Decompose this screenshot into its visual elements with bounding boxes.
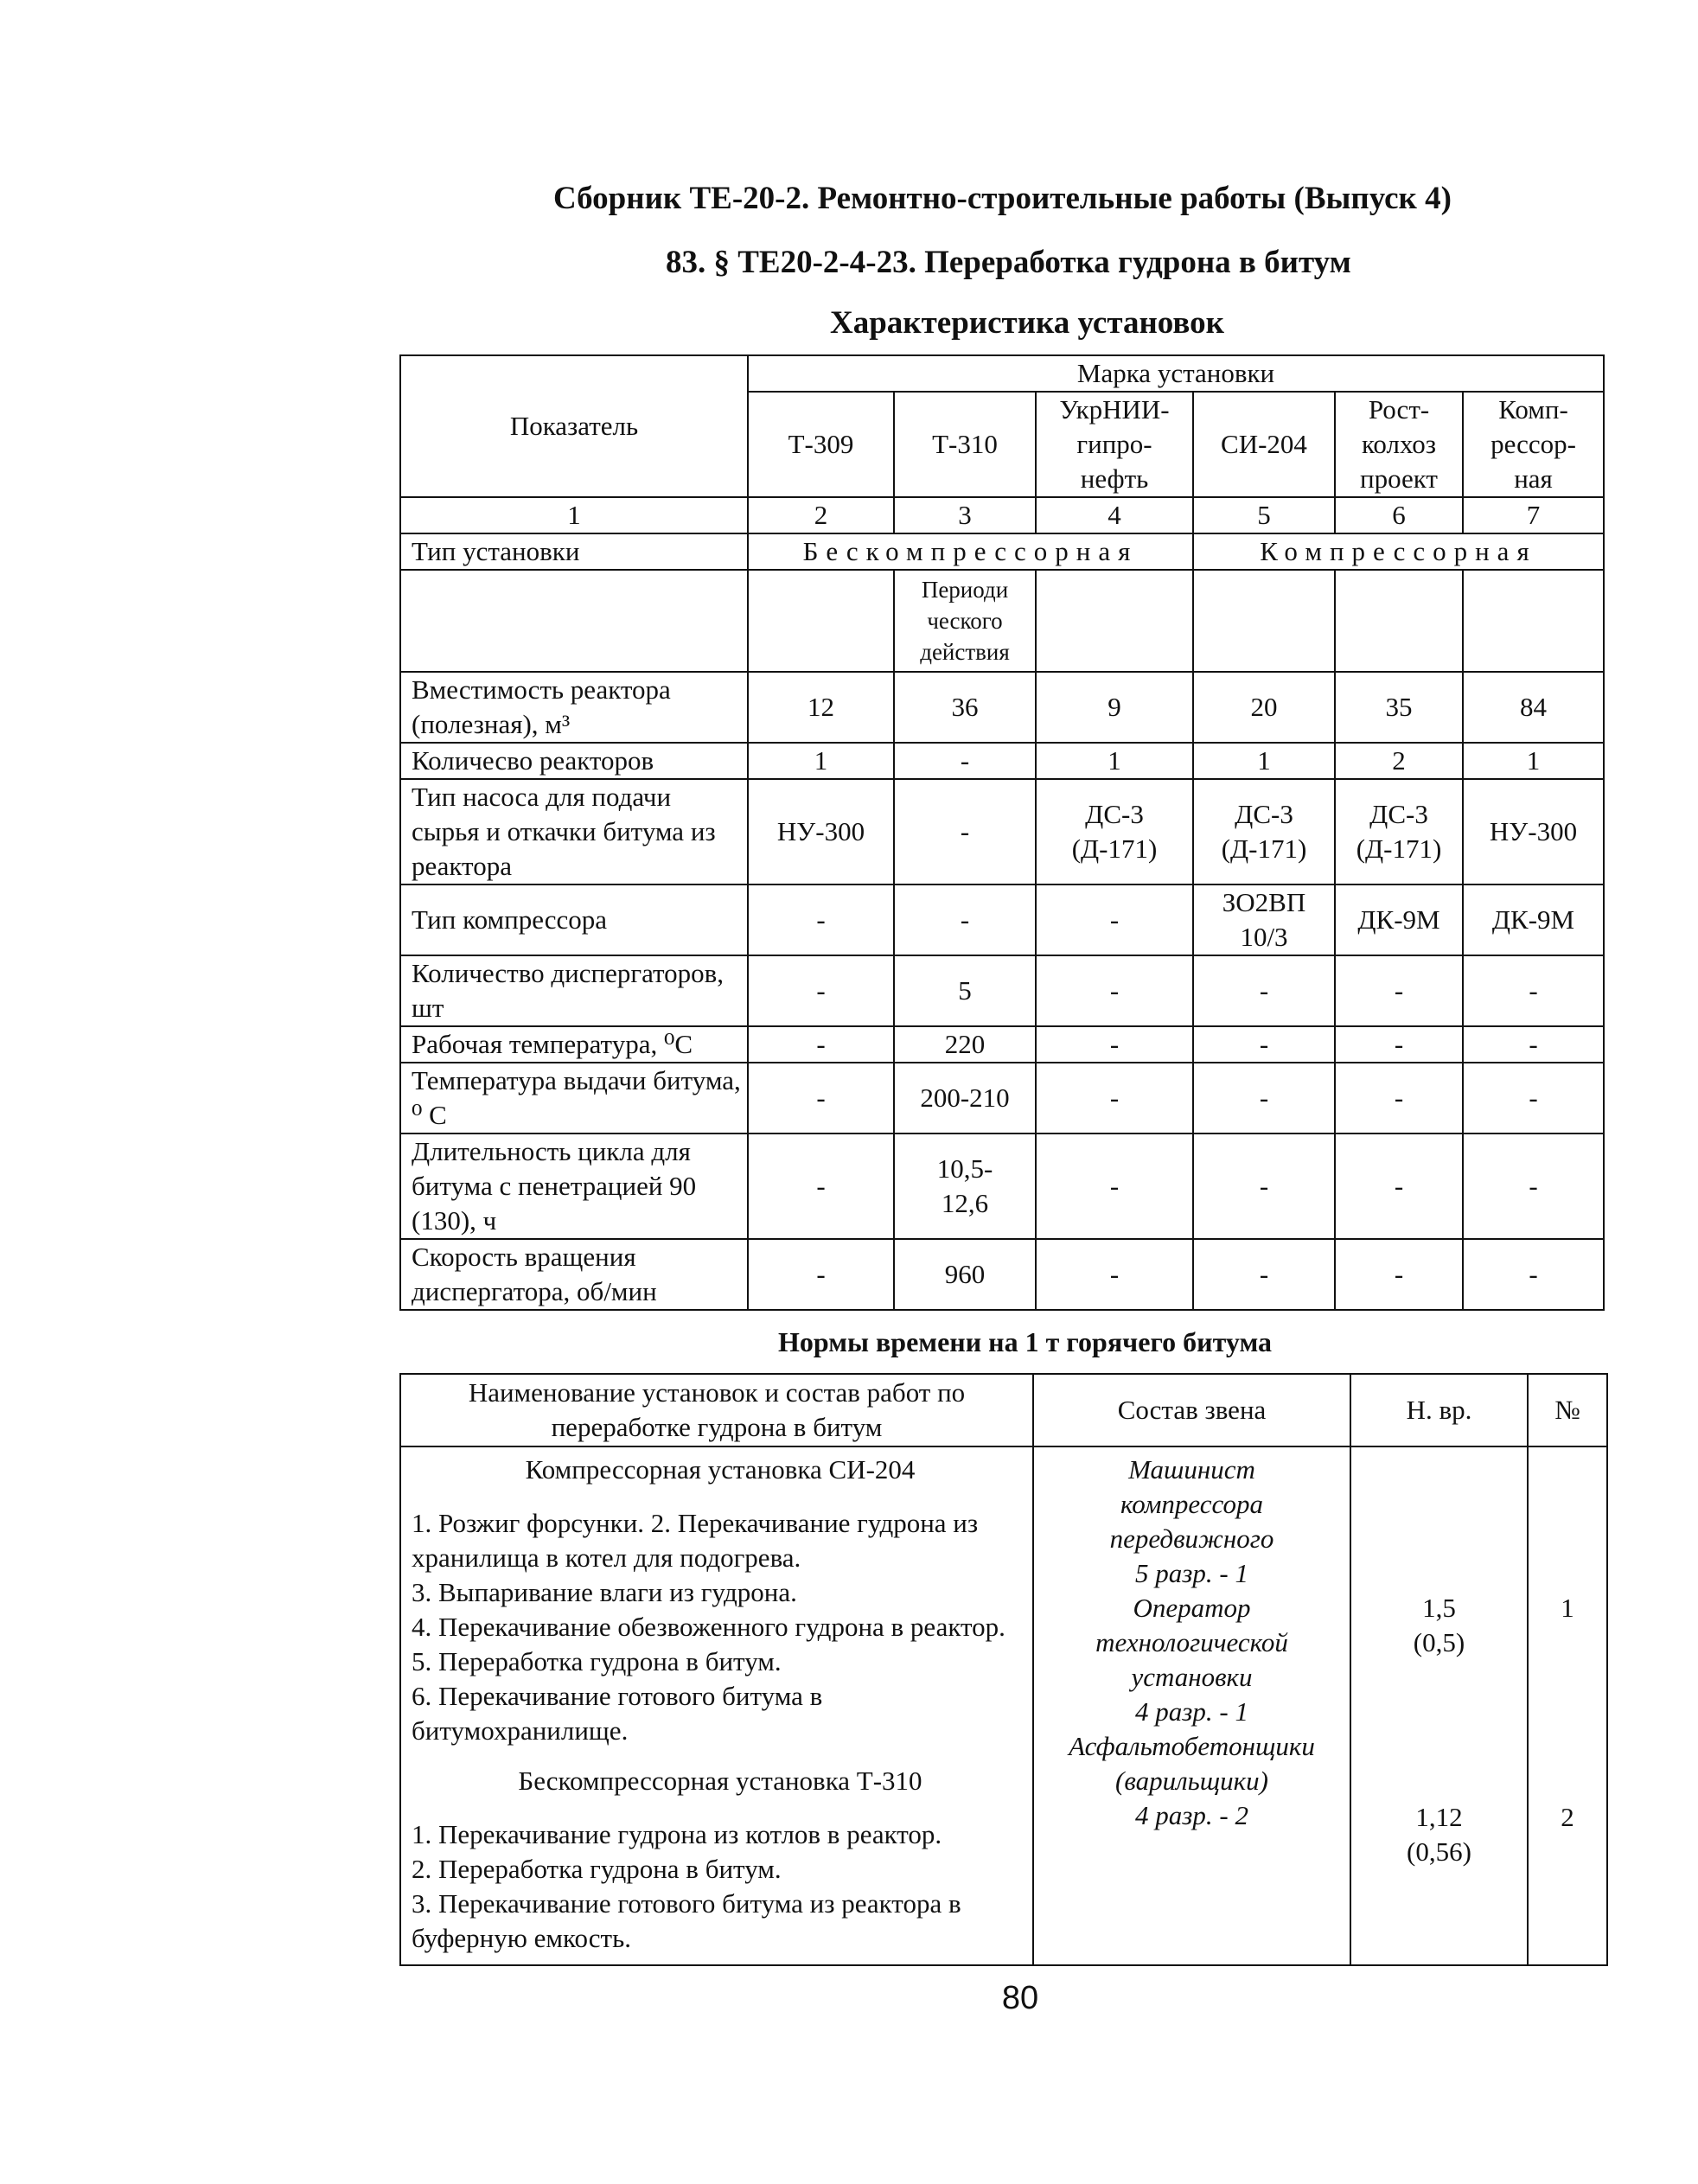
row-label: Температура выдачи битума, ⁰ С xyxy=(400,1063,748,1134)
mark-header: Рост- колхоз проект xyxy=(1335,392,1463,497)
work-step: 3. Перекачивание готового битума из реактора в буферную емкость. xyxy=(412,1888,961,1953)
collection-title: Сборник ТЕ-20-2. Ремонтно-строительные работы (Выпуск 4) xyxy=(553,181,1452,216)
row-value: 36 xyxy=(894,672,1036,743)
row-label: Тип насоса для подачи сырья и откачки битума из реактора xyxy=(400,779,748,884)
header-crew: Состав звена xyxy=(1033,1374,1350,1446)
row-value: - xyxy=(748,1134,894,1239)
header-works: Наименование установок и состав работ по переработке гудрона в битум xyxy=(400,1374,1033,1446)
row-value: 960 xyxy=(894,1239,1036,1310)
row-label: Длительность цикла для битума с пенетрацией 90 (130), ч xyxy=(400,1134,748,1239)
column-number: 1 xyxy=(400,497,748,533)
row-value: 1 xyxy=(1036,743,1193,779)
row-value: - xyxy=(1335,1063,1463,1134)
crew-line: Машинист xyxy=(1128,1454,1255,1485)
norm-number-1: 1 xyxy=(1561,1593,1574,1623)
works-description xyxy=(400,1446,1033,1965)
crew-line: технологической xyxy=(1095,1627,1288,1657)
row-value: ДК-9М xyxy=(1335,884,1463,955)
column-number: 4 xyxy=(1036,497,1193,533)
row-value: - xyxy=(1335,1134,1463,1239)
row-value: 220 xyxy=(894,1026,1036,1063)
header-norm: Н. вр. xyxy=(1350,1374,1528,1446)
table-row xyxy=(400,955,1604,1026)
unit1-title: Компрессорная установка СИ-204 xyxy=(525,1454,916,1485)
numbers-column xyxy=(1528,1446,1607,1965)
row-value: 84 xyxy=(1463,672,1604,743)
row-value: - xyxy=(1463,1063,1604,1134)
work-step: 1. Перекачивание гудрона из котлов в реактор. xyxy=(412,1819,942,1849)
col-indicator-header: Показатель xyxy=(400,355,748,497)
crew-line: передвижного xyxy=(1109,1523,1274,1554)
work-step: 6. Перекачивание готового битума в битумохранилище. xyxy=(412,1681,823,1746)
row-value: - xyxy=(1193,955,1335,1026)
time-norms-table xyxy=(399,1373,1608,1966)
row-value: 1 xyxy=(1463,743,1604,779)
row-value: 1 xyxy=(748,743,894,779)
norms-title: Нормы времени на 1 т горячего битума xyxy=(778,1326,1273,1357)
crew-line: компрессора xyxy=(1120,1489,1264,1519)
row-value: - xyxy=(1036,1026,1193,1063)
row-label: Вместимость реактора (полезная), м³ xyxy=(400,672,748,743)
column-number: 2 xyxy=(748,497,894,533)
work-step: 1. Розжиг форсунки. 2. Перекачивание гудрона из хранилища в котел для подогрева. xyxy=(412,1508,979,1573)
column-number: 7 xyxy=(1463,497,1604,533)
row-value: - xyxy=(1335,1239,1463,1310)
table-row xyxy=(400,884,1604,955)
table-row xyxy=(400,743,1604,779)
row-value: ДС-3 (Д-171) xyxy=(1335,779,1463,884)
column-number: 5 xyxy=(1193,497,1335,533)
row-value: - xyxy=(1193,1063,1335,1134)
row-value: - xyxy=(1036,1134,1193,1239)
row-value: ЗО2ВП 10/3 xyxy=(1193,884,1335,955)
crew-line: Асфальтобетонщики xyxy=(1069,1731,1315,1761)
row-label: Скорость вращения диспергатора, об/мин xyxy=(400,1239,748,1310)
section-title: 83. § ТЕ20-2-4-23. Переработка гудрона в битум xyxy=(666,245,1351,280)
row-value: - xyxy=(748,1063,894,1134)
row-label: Количество диспергаторов, шт xyxy=(400,955,748,1026)
mark-header: УкрНИИ- гипро- нефть xyxy=(1036,392,1193,497)
work-step: 2. Переработка гудрона в битум. xyxy=(412,1854,782,1884)
row-value: 9 xyxy=(1036,672,1193,743)
crew-line: 5 разр. - 1 xyxy=(1135,1558,1248,1588)
row-value: - xyxy=(748,884,894,955)
row-label: Количесво реакторов xyxy=(400,743,748,779)
mark-header: Т-310 xyxy=(894,392,1036,497)
row-value: - xyxy=(894,743,1036,779)
header-number: № xyxy=(1528,1374,1607,1446)
row-label: Тип компрессора xyxy=(400,884,748,955)
row-value: - xyxy=(894,884,1036,955)
type-noncompressor: Бескомпрессорная xyxy=(748,533,1193,570)
table-row xyxy=(400,672,1604,743)
type-compressor: Компрессорная xyxy=(1193,533,1604,570)
row-value: 5 xyxy=(894,955,1036,1026)
norm-number-2: 2 xyxy=(1561,1802,1574,1832)
row-value: - xyxy=(1036,1239,1193,1310)
row-value: - xyxy=(748,1239,894,1310)
row-value: - xyxy=(748,1026,894,1063)
column-number: 6 xyxy=(1335,497,1463,533)
crew-line: 4 разр. - 2 xyxy=(1135,1800,1248,1830)
row-value: ДК-9М xyxy=(1463,884,1604,955)
table-row xyxy=(400,1063,1604,1134)
crew-line: установки xyxy=(1131,1662,1253,1692)
crew-composition xyxy=(1033,1446,1350,1965)
row-value: 10,5- 12,6 xyxy=(894,1134,1036,1239)
col-group-header: Марка установки xyxy=(748,355,1604,392)
crew-line: Оператор xyxy=(1133,1593,1251,1623)
column-number: 3 xyxy=(894,497,1036,533)
row-value: - xyxy=(1193,1239,1335,1310)
table-subtitle: Характеристика установок xyxy=(830,305,1224,341)
row-value: 200-210 xyxy=(894,1063,1036,1134)
mark-header: СИ-204 xyxy=(1193,392,1335,497)
row-value: - xyxy=(1193,1134,1335,1239)
row-value: - xyxy=(1463,955,1604,1026)
row-value: ДС-3 (Д-171) xyxy=(1036,779,1193,884)
table-row xyxy=(400,1239,1604,1310)
work-step: 3. Выпаривание влаги из гудрона. xyxy=(412,1577,797,1607)
characteristics-table xyxy=(399,354,1605,1311)
mark-header: Комп- рессор- ная xyxy=(1463,392,1604,497)
row-value: 1 xyxy=(1193,743,1335,779)
page-number: 80 xyxy=(1001,1980,1039,2016)
periodic-action-note: Периоди ческого действия xyxy=(894,570,1036,672)
row-value: - xyxy=(1335,955,1463,1026)
row-value: - xyxy=(1463,1026,1604,1063)
row-value: - xyxy=(1036,884,1193,955)
row-value: - xyxy=(1463,1239,1604,1310)
row-value: - xyxy=(1463,1134,1604,1239)
table-row xyxy=(400,1026,1604,1063)
row-value: - xyxy=(894,779,1036,884)
row-value: - xyxy=(1193,1026,1335,1063)
row-value: - xyxy=(748,955,894,1026)
crew-line: (варильщики) xyxy=(1115,1766,1268,1796)
row-label: Рабочая температура, ⁰С xyxy=(400,1026,748,1063)
row-value: 20 xyxy=(1193,672,1335,743)
norm-value-1: 1,5 (0,5) xyxy=(1413,1593,1465,1657)
table-row xyxy=(400,779,1604,884)
mark-header: Т-309 xyxy=(748,392,894,497)
row-value: - xyxy=(1335,1026,1463,1063)
row-value: 35 xyxy=(1335,672,1463,743)
crew-line: 4 разр. - 1 xyxy=(1135,1696,1248,1727)
row-value: НУ-300 xyxy=(748,779,894,884)
row-value: ДС-3 (Д-171) xyxy=(1193,779,1335,884)
unit2-title: Бескомпрессорная установка Т-310 xyxy=(518,1766,922,1796)
row-value: 12 xyxy=(748,672,894,743)
table-row xyxy=(400,1134,1604,1239)
row-value: 2 xyxy=(1335,743,1463,779)
row-value: НУ-300 xyxy=(1463,779,1604,884)
row-value: - xyxy=(1036,955,1193,1026)
row-label: Тип установки xyxy=(400,533,748,570)
work-step: 4. Перекачивание обезвоженного гудрона в реактор. 5. Переработка гудрона в битум. xyxy=(412,1612,1005,1676)
row-value: - xyxy=(1036,1063,1193,1134)
norms-column xyxy=(1350,1446,1528,1965)
norm-value-2: 1,12 (0,56) xyxy=(1407,1802,1471,1867)
